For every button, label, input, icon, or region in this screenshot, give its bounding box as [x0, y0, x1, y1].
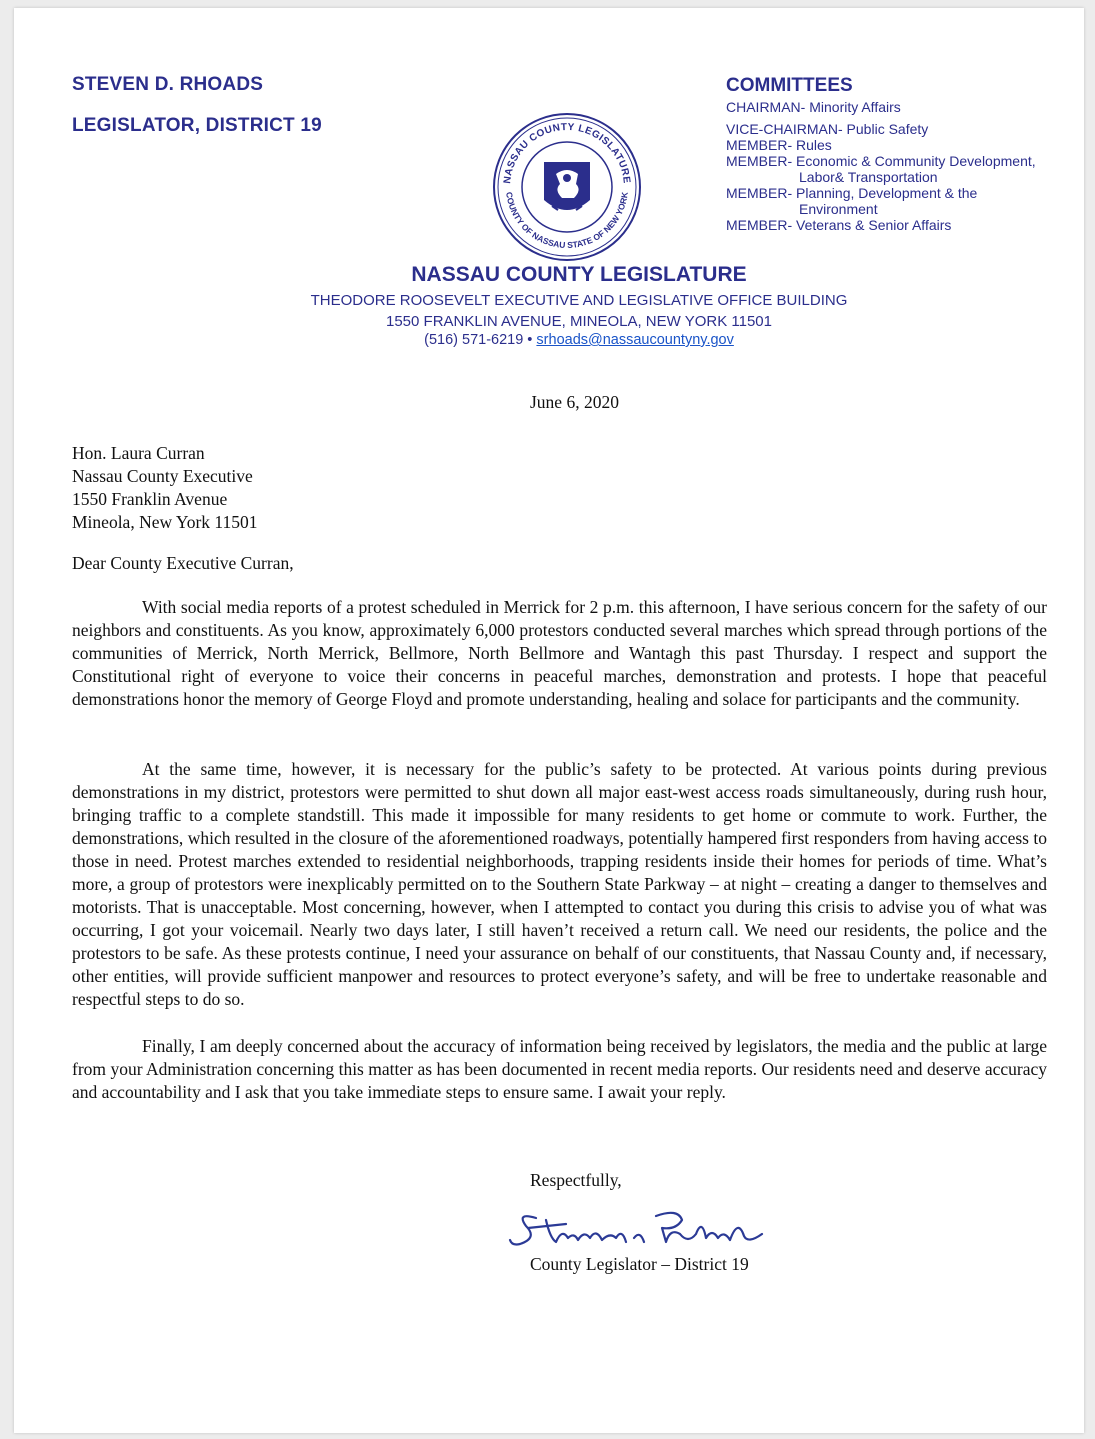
office-address: 1550 FRANKLIN AVENUE, MINEOLA, NEW YORK 11501 [386, 313, 772, 330]
recipient-line: Nassau County Executive [72, 466, 253, 486]
email-link[interactable]: srhoads@nassaucountyny.gov [536, 332, 734, 348]
salutation: Dear County Executive Curran, [72, 553, 294, 573]
recipient-address [72, 442, 258, 534]
recipient-line: 1550 Franklin Avenue [72, 489, 228, 509]
svg-text:COUNTY OF NASSAU STATE OF NEW: COUNTY OF NASSAU STATE OF NEW YORK [504, 191, 630, 251]
legislator-title: LEGISLATOR, DISTRICT 19 [72, 115, 322, 136]
letter-date: June 6, 2020 [530, 392, 619, 412]
committees-list [726, 75, 1076, 233]
svg-text:NASSAU COUNTY LEGISLATURE: NASSAU COUNTY LEGISLATURE [502, 121, 632, 185]
committee-item: MEMBER- Economic & Community Development, [726, 153, 1036, 169]
letter-page [14, 8, 1084, 1433]
building-name: THEODORE ROOSEVELT EXECUTIVE AND LEGISLATIVE OFFICE BUILDING [310, 292, 848, 309]
committee-item: MEMBER- Planning, Development & the [726, 185, 978, 201]
body-paragraph: With social media reports of a protest scheduled in Merrick for 2 p.m. this afternoon, I have serious concern for the safety of our neighbors and constituents. As you know, approximately 6,000 protestors conducted several marches which spread through portions of the communities of Merrick, North Merrick, Bellmore, North Bellmore and Wantagh this past Thursday. I respect and support the Constitutional right of everyone to voice their concerns in peaceful marches, demonstration and protests. I hope that peaceful demonstrations honor the memory of George Floyd and promote understanding, healing and solace for participants and the community. [72, 597, 1047, 709]
phone-number: (516) 571-6219 • [424, 332, 533, 348]
recipient-line: Hon. Laura Curran [72, 443, 205, 463]
committee-item: VICE-CHAIRMAN- Public Safety [726, 121, 929, 137]
closing: Respectfully, [530, 1170, 622, 1190]
committee-item: MEMBER- Veterans & Senior Affairs [726, 217, 952, 233]
contact-line [14, 332, 1095, 348]
legislator-name: STEVEN D. RHOADS [72, 74, 264, 95]
county-seal [492, 112, 642, 262]
organization-name: NASSAU COUNTY LEGISLATURE [411, 263, 747, 286]
body-paragraph: Finally, I am deeply concerned about the accuracy of information being received by legislators, the media and the public at large from your Administration concerning this matter as has been documented in recent media reports. Our residents need and deserve accuracy and accountability and I ask that you take immediate steps to ensure same. I await your reply. [72, 1036, 1047, 1102]
committees-heading: COMMITTEES [726, 75, 853, 96]
signature [506, 1198, 786, 1253]
body-paragraph: At the same time, however, it is necessary for the public’s safety to be protected. At various points during previous demonstrations in my district, protestors were permitted to shut down all major east-west access roads simultaneously, during rush hour, bringing traffic to a complete standstill. This made it impossible for many residents to get home or commute to work. Further, the demonstrations, which resulted in the closure of the aforementioned roadways, potentially hampered first responders from having access to those in need. Protest marches extended to residential neighborhoods, trapping residents inside their homes for periods of time. What’s more, a group of protestors were inexplicably permitted on to the Southern State Parkway – at night – creating a danger to themselves and motorists. That is unacceptable. Most concerning, however, when I attempted to contact you during this crisis to advise you of what was occurring, I got your voicemail. Nearly two days later, I still haven’t received a return call. We need our residents, the police and the protestors to be safe. As these protests continue, I need your assurance on behalf of our constituents, that Nassau County and, if necessary, other entities, will provide sufficient manpower and resources to protect everyone’s safety, and will be free to undertake reasonable and respectful steps to do so. [72, 759, 1047, 1009]
committee-item-continued: Environment [799, 201, 878, 217]
recipient-line: Mineola, New York 11501 [72, 512, 258, 532]
committee-item-continued: Labor& Transportation [799, 169, 938, 185]
signature-title: County Legislator – District 19 [530, 1254, 749, 1274]
committee-item: CHAIRMAN- Minority Affairs [726, 99, 901, 115]
committee-item: MEMBER- Rules [726, 137, 832, 153]
